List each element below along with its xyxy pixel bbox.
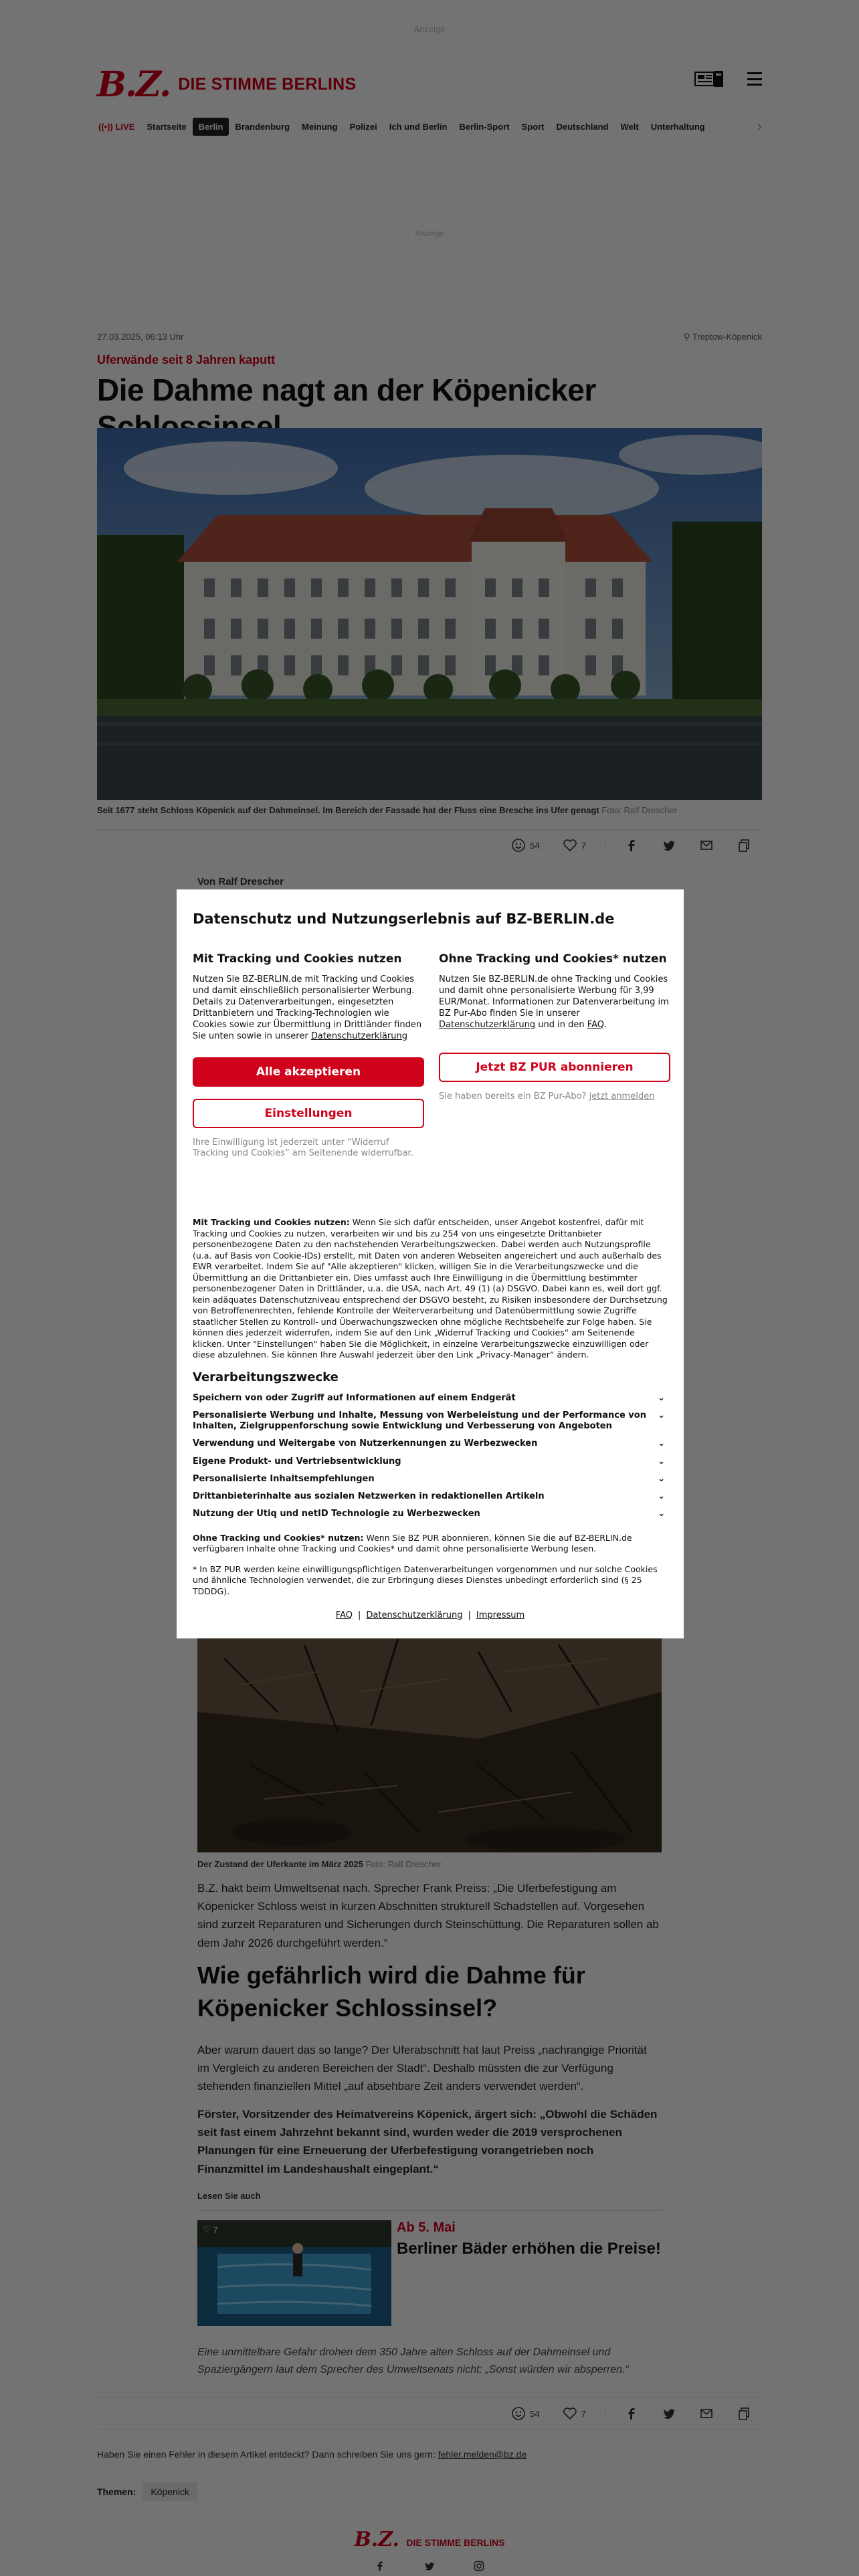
with-tracking-title: Mit Tracking und Cookies nutzen (193, 952, 402, 966)
pur-login-link[interactable]: jetzt anmelden (589, 1091, 655, 1101)
chevron-down-icon: ⌄ (658, 1410, 665, 1420)
imprint-footer-link[interactable]: Impressum (476, 1610, 525, 1620)
purpose-item[interactable]: Verwendung und Weitergabe von Nutzerkennungen zu Werbezwecken ⌄ (193, 1438, 665, 1449)
chevron-down-icon: ⌄ (658, 1438, 665, 1449)
pur-login-note: Sie haben bereits ein BZ Pur-Abo? jetzt anmelden (439, 1091, 655, 1101)
accept-all-button[interactable]: Alle akzeptieren (193, 1057, 424, 1087)
purposes-title: Verarbeitungszwecke (193, 1370, 339, 1384)
purpose-item[interactable]: Personalisierte Werbung und Inhalte, Messung von Werbeleistung und der Performance von Inhalten, Zielgruppenforschung sowie Entwicklung und Verbesserung von Angeboten ⌄ (193, 1410, 665, 1431)
without-tracking-title: Ohne Tracking und Cookies* nutzen (439, 952, 667, 966)
faq-footer-link[interactable]: FAQ (335, 1610, 353, 1620)
without-tracking-text: Nutzen Sie BZ-BERLIN.de ohne Tracking und Cookies und damit ohne personalisierte Werbung für 3,99 EUR/Monat. Informationen zur Datenverarbeitung im BZ Pur-Abo finden Sie in unserer Datenschutzerklärung und in den FAQ. (439, 974, 669, 1030)
subscribe-pur-button[interactable]: Jetzt BZ PUR abonnieren (439, 1053, 670, 1082)
chevron-down-icon: ⌄ (658, 1456, 665, 1467)
privacy-link-2[interactable]: Datenschutzerklärung (439, 1019, 536, 1030)
without-tracking-info: Ohne Tracking und Cookies* nutzen: Wenn Sie BZ PUR abonnieren, können Sie die auf BZ-BERLIN.de verfügbaren Inhalte ohne Tracking und Cookies* und damit ohne personalisierte Werbung lesen. (193, 1532, 632, 1553)
purpose-item[interactable]: Personalisierte Inhaltsempfehlungen ⌄ (193, 1473, 665, 1484)
consent-title: Datenschutz und Nutzungserlebnis auf BZ-BERLIN.de (193, 911, 615, 927)
faq-link[interactable]: FAQ (587, 1019, 604, 1030)
purpose-item[interactable]: Drittanbieterinhalte aus sozialen Netzwerken in redaktionellen Artikeln ⌄ (193, 1491, 665, 1501)
chevron-down-icon: ⌄ (658, 1491, 665, 1501)
revoke-note: Ihre Einwilligung ist jederzeit unter “Widerruf Tracking und Cookies” am Seitenende widerrufbar. (193, 1137, 413, 1159)
chevron-down-icon: ⌄ (658, 1392, 665, 1403)
footnote: * In BZ PUR werden keine einwilligungspflichtigen Datenverarbeitungen vorgenommen und nur solche Cookies und ähnliche Technologien verwendet, die zur Erbringung dieses Dienstes unbedingt erforderlich sind (§ 25 TDDDG). (193, 1564, 658, 1596)
privacy-link[interactable]: Datenschutzerklärung (310, 1031, 407, 1041)
consent-dialog (177, 889, 684, 1638)
consent-without-tracking (439, 952, 670, 1103)
consent-with-tracking (193, 952, 424, 1160)
purpose-item[interactable]: Nutzung der Utiq und netID Technologie zu Werbezwecken ⌄ (193, 1509, 665, 1519)
privacy-footer-link[interactable]: Datenschutzerklärung (366, 1610, 463, 1620)
settings-button[interactable]: Einstellungen (193, 1099, 424, 1128)
legal-text: Mit Tracking und Cookies nutzen: Wenn Sie sich dafür entscheiden, unser Angebot kostenfrei, dafür mit Tracking und Cookies zu nutzen, verarbeiten wir und bis zu 254 von uns eingesetzte Drittanbieter personenbezogene Daten zu den nachstehenden Verarbeitungszwecken. Dabei werden auch Nutzungsprofile (u.a. auf Basis von Cookie-IDs) erstellt, mit Daten von anderen Webseiten angereichert und auch außerhalb des EWR verarbeitet. Indem Sie auf "Alle akzeptieren" klicken, willigen Sie in die Verarbeitungszwecke und die Übermittlung an die Drittanbieter ein. Dies umfasst auch Ihre Einwilligung in die Übermittlung bestimmter personenbezogener Daten in Drittländer, u.a. die USA, nach Art. 49 (1) (a) DSGVO. Dabei kann es, weil dort ggf. kein adäquates Datenschutzniveau entsprechend der DSGVO besteht, zu Risiken insbesondere der Durchsetzung von Betroffenenrechten, fehlende Kontrolle der Weiterverarbeitung und Datenübermittlung sowie Zugriffe staatlicher Stellen zu Kontroll- und Überwachungszwecken ohne mögliche Rechtsbehelfe zur Folge haben. Sie können dies jederzeit widerrufen, indem Sie auf den Link „Widerruf Tracking und Cookies“ am Seitenende klicken. Unter "Einstellungen" haben Sie die Möglichkeit, in einzelne Verarbeitungszwecke einzuwilligen oder diese abzulehnen. Sie können Ihre Auswahl jederzeit über den Link „Privacy-Manager“ ändern. (193, 1217, 668, 1360)
chevron-down-icon: ⌄ (658, 1509, 665, 1519)
purpose-item[interactable]: Eigene Produkt- und Vertriebsentwicklung ⌄ (193, 1456, 665, 1467)
chevron-down-icon: ⌄ (658, 1473, 665, 1484)
with-tracking-text: Nutzen Sie BZ-BERLIN.de mit Tracking und Cookies und damit einschließlich personalisierter Werbung. Details zu Datenverarbeitungen, eingesetzten Drittanbietern und Tracking-Technologien wie Cookies sowie zur Übermittlung in Drittländer finden Sie unten sowie in unserer Datenschutzerklärung (193, 974, 422, 1041)
purpose-item[interactable]: Speichern von oder Zugriff auf Informationen auf einem Endgerät ⌄ (193, 1392, 665, 1403)
consent-footer-links: FAQ | Datenschutzerklärung | Impressum (335, 1610, 525, 1620)
